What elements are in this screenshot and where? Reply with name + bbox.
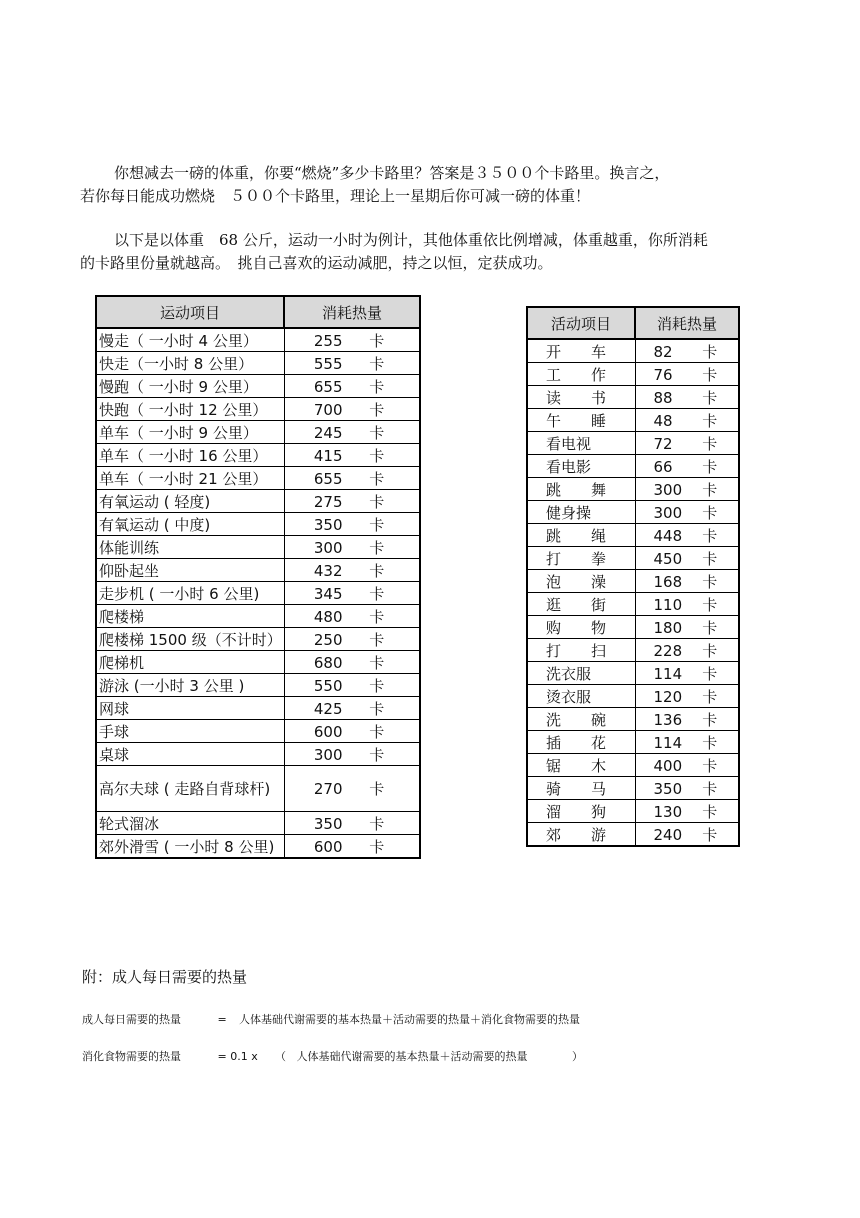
calorie-cell [284, 328, 420, 352]
item-name-cell: 郊 游 [527, 823, 635, 847]
table-row [96, 720, 420, 743]
calorie-value: 136 [653, 710, 683, 729]
calorie-cell [284, 812, 420, 835]
calorie-cell [284, 352, 420, 375]
calorie-unit: 卡 [702, 365, 718, 384]
table-row [527, 731, 739, 754]
calorie-unit: 卡 [702, 411, 718, 430]
item-name-cell: 郊外滑雪 ( 一小时 8 公里) [96, 835, 284, 859]
calorie-value: 550 [313, 676, 343, 695]
calorie-unit: 卡 [369, 446, 385, 465]
calorie-value: 415 [313, 446, 343, 465]
intro-paragraph-1 [80, 162, 760, 208]
item-name-cell: 溜 狗 [527, 800, 635, 823]
calorie-value: 72 [653, 434, 673, 453]
item-name-cell: 仰卧起坐 [96, 559, 284, 582]
calorie-value: 130 [653, 802, 683, 821]
calorie-unit: 卡 [702, 526, 718, 545]
calorie-cell [635, 662, 739, 685]
item-name-cell: 跳 舞 [527, 478, 635, 501]
calorie-cell [635, 432, 739, 455]
column-header: 消耗热量 [635, 307, 739, 339]
item-name-cell: 洗衣服 [527, 662, 635, 685]
table-row [527, 524, 739, 547]
activity-calorie-table [526, 306, 740, 847]
calorie-value: 240 [653, 825, 683, 844]
calorie-value: 680 [313, 653, 343, 672]
calorie-value: 88 [653, 388, 673, 407]
calorie-cell [635, 363, 739, 386]
table-row [96, 536, 420, 559]
item-name-cell: 开 车 [527, 339, 635, 363]
calorie-unit: 卡 [369, 354, 385, 373]
table-row [96, 766, 420, 812]
formula-lhs: 消化食物需要的热量 [82, 1050, 181, 1063]
calorie-value: 300 [653, 480, 683, 499]
item-name-cell: 有氧运动 ( 轻度) [96, 490, 284, 513]
calorie-cell [635, 823, 739, 847]
calorie-value: 168 [653, 572, 683, 591]
calorie-cell [635, 524, 739, 547]
calorie-cell [284, 375, 420, 398]
table-row [96, 674, 420, 697]
calorie-value: 350 [653, 779, 683, 798]
calorie-cell [284, 743, 420, 766]
calorie-unit: 卡 [369, 423, 385, 442]
appendix-title: 附：成人每日需要的热量 [82, 968, 248, 986]
calorie-cell [635, 731, 739, 754]
formula-daily-energy [82, 1011, 580, 1027]
calorie-cell [284, 674, 420, 697]
calorie-unit: 卡 [702, 756, 718, 775]
calorie-value: 655 [313, 469, 343, 488]
calorie-value: 245 [313, 423, 343, 442]
calorie-value: 76 [653, 365, 673, 384]
calorie-value: 114 [653, 664, 683, 683]
calorie-value: 350 [313, 814, 343, 833]
item-name-cell: 洗 碗 [527, 708, 635, 731]
table-row [96, 651, 420, 674]
calorie-unit: 卡 [369, 561, 385, 580]
calorie-cell [635, 386, 739, 409]
table-row [527, 570, 739, 593]
calorie-unit: 卡 [702, 664, 718, 683]
calorie-cell [635, 800, 739, 823]
calorie-cell [284, 513, 420, 536]
calorie-cell [635, 754, 739, 777]
calorie-unit: 卡 [702, 618, 718, 637]
calorie-cell [284, 766, 420, 812]
item-name-cell: 跳 绳 [527, 524, 635, 547]
item-name-cell: 走步机 ( 一小时 6 公里) [96, 582, 284, 605]
table-row [96, 605, 420, 628]
table-header-row [96, 296, 420, 328]
calorie-unit: 卡 [369, 814, 385, 833]
calorie-unit: 卡 [369, 469, 385, 488]
calorie-cell [284, 490, 420, 513]
calorie-value: 120 [653, 687, 683, 706]
calorie-value: 275 [313, 492, 343, 511]
formula-open-paren: （ [275, 1050, 286, 1063]
calorie-cell [284, 605, 420, 628]
table-row [527, 777, 739, 800]
item-name-cell: 锯 木 [527, 754, 635, 777]
table-row [527, 662, 739, 685]
calorie-value: 300 [313, 538, 343, 557]
table-row [96, 352, 420, 375]
item-name-cell: 高尔夫球 ( 走路自背球杆) [96, 766, 284, 812]
item-name-cell: 购 物 [527, 616, 635, 639]
table-row [96, 421, 420, 444]
calorie-unit: 卡 [702, 480, 718, 499]
calorie-cell [635, 616, 739, 639]
table-row [96, 467, 420, 490]
calorie-cell [284, 536, 420, 559]
calorie-cell [284, 398, 420, 421]
calorie-unit: 卡 [702, 549, 718, 568]
calorie-value: 425 [313, 699, 343, 718]
item-name-cell: 快跑（ 一小时 12 公里） [96, 398, 284, 421]
exercise-calorie-table [95, 295, 421, 859]
item-name-cell: 健身操 [527, 501, 635, 524]
calorie-cell [284, 444, 420, 467]
table-header-row [527, 307, 739, 339]
calorie-unit: 卡 [702, 434, 718, 453]
item-name-cell: 网球 [96, 697, 284, 720]
calorie-value: 300 [313, 745, 343, 764]
calorie-value: 300 [653, 503, 683, 522]
calorie-unit: 卡 [702, 388, 718, 407]
item-name-cell: 桌球 [96, 743, 284, 766]
calorie-value: 448 [653, 526, 683, 545]
calorie-value: 110 [653, 595, 683, 614]
calorie-cell [284, 559, 420, 582]
calorie-unit: 卡 [369, 538, 385, 557]
calorie-cell [635, 777, 739, 800]
table-row [527, 685, 739, 708]
calorie-value: 600 [313, 837, 343, 856]
calorie-value: 114 [653, 733, 683, 752]
table-row [527, 339, 739, 363]
table-row [96, 398, 420, 421]
column-header: 活动项目 [527, 307, 635, 339]
calorie-value: 228 [653, 641, 683, 660]
table-row [96, 375, 420, 398]
item-name-cell: 烫衣服 [527, 685, 635, 708]
table-row [527, 547, 739, 570]
calorie-unit: 卡 [702, 710, 718, 729]
item-name-cell: 看电视 [527, 432, 635, 455]
calorie-value: 345 [313, 584, 343, 603]
table-row [96, 490, 420, 513]
item-name-cell: 打 扫 [527, 639, 635, 662]
calorie-unit: 卡 [369, 584, 385, 603]
calorie-cell [635, 570, 739, 593]
calorie-cell [635, 708, 739, 731]
calorie-cell [635, 409, 739, 432]
table-row [527, 593, 739, 616]
calorie-unit: 卡 [702, 342, 718, 361]
column-header: 消耗热量 [284, 296, 420, 328]
item-name-cell: 读 书 [527, 386, 635, 409]
item-name-cell: 看电影 [527, 455, 635, 478]
calorie-value: 255 [313, 331, 343, 350]
calorie-cell [284, 697, 420, 720]
calorie-cell [284, 421, 420, 444]
item-name-cell: 轮式溜冰 [96, 812, 284, 835]
formula-lhs: 成人每日需要的热量 [82, 1013, 181, 1026]
table-row [527, 616, 739, 639]
calorie-value: 480 [313, 607, 343, 626]
calorie-unit: 卡 [369, 745, 385, 764]
calorie-value: 48 [653, 411, 673, 430]
calorie-unit: 卡 [702, 802, 718, 821]
table-row [96, 582, 420, 605]
item-name-cell: 工 作 [527, 363, 635, 386]
calorie-unit: 卡 [702, 572, 718, 591]
table-row [527, 501, 739, 524]
item-name-cell: 游泳 (一小时 3 公里 ) [96, 674, 284, 697]
item-name-cell: 体能训练 [96, 536, 284, 559]
calorie-unit: 卡 [369, 699, 385, 718]
item-name-cell: 骑 马 [527, 777, 635, 800]
formula-equals: = 0.1 x [217, 1050, 258, 1063]
item-name-cell: 爬楼梯 1500 级（不计时） [96, 628, 284, 651]
calorie-value: 450 [653, 549, 683, 568]
calorie-value: 700 [313, 400, 343, 419]
calorie-value: 270 [313, 780, 343, 798]
calorie-cell [284, 628, 420, 651]
calorie-cell [284, 651, 420, 674]
intro-line: 若你每日能成功燃烧 ５００个卡路里，理论上一星期后你可减一磅的体重！ [80, 187, 591, 205]
table-row [96, 444, 420, 467]
formula-digestion-energy [82, 1048, 583, 1064]
calorie-value: 600 [313, 722, 343, 741]
calorie-unit: 卡 [369, 515, 385, 534]
calorie-cell [284, 467, 420, 490]
calorie-unit: 卡 [702, 825, 718, 844]
formula-close-paren: ） [572, 1050, 583, 1063]
table-row [96, 328, 420, 352]
calorie-cell [635, 639, 739, 662]
calorie-unit: 卡 [369, 331, 385, 350]
calorie-unit: 卡 [369, 676, 385, 695]
calorie-cell [284, 720, 420, 743]
table-row [527, 409, 739, 432]
calorie-cell [284, 835, 420, 859]
item-name-cell: 慢跑（ 一小时 9 公里） [96, 375, 284, 398]
calorie-unit: 卡 [369, 630, 385, 649]
calorie-unit: 卡 [369, 492, 385, 511]
calorie-value: 82 [653, 342, 673, 361]
calorie-unit: 卡 [702, 503, 718, 522]
calorie-unit: 卡 [369, 722, 385, 741]
table-row [96, 835, 420, 859]
calorie-value: 66 [653, 457, 673, 476]
item-name-cell: 爬楼梯 [96, 605, 284, 628]
table-row [96, 559, 420, 582]
table-row [527, 823, 739, 847]
table-row [527, 455, 739, 478]
column-header: 运动项目 [96, 296, 284, 328]
table-row [96, 812, 420, 835]
table-row [527, 708, 739, 731]
table-row [527, 754, 739, 777]
table-row [527, 386, 739, 409]
item-name-cell: 有氧运动 ( 中度) [96, 513, 284, 536]
item-name-cell: 插 花 [527, 731, 635, 754]
calorie-unit: 卡 [369, 653, 385, 672]
calorie-cell [635, 547, 739, 570]
table-row [96, 513, 420, 536]
table-row [527, 432, 739, 455]
table-row [527, 363, 739, 386]
calorie-cell [635, 685, 739, 708]
calorie-unit: 卡 [369, 377, 385, 396]
calorie-cell [635, 593, 739, 616]
calorie-unit: 卡 [702, 779, 718, 798]
item-name-cell: 泡 澡 [527, 570, 635, 593]
table-row [96, 697, 420, 720]
calorie-cell [635, 501, 739, 524]
table-row [527, 639, 739, 662]
calorie-cell [635, 478, 739, 501]
calorie-value: 350 [313, 515, 343, 534]
item-name-cell: 单车（ 一小时 21 公里） [96, 467, 284, 490]
calorie-unit: 卡 [702, 687, 718, 706]
formula-rhs: 人体基础代谢需要的基本热量＋活动需要的热量＋消化食物需要的热量 [239, 1013, 580, 1026]
calorie-unit: 卡 [369, 607, 385, 626]
item-name-cell: 打 拳 [527, 547, 635, 570]
calorie-cell [284, 582, 420, 605]
item-name-cell: 午 睡 [527, 409, 635, 432]
item-name-cell: 单车（ 一小时 9 公里） [96, 421, 284, 444]
calorie-unit: 卡 [702, 641, 718, 660]
calorie-unit: 卡 [702, 457, 718, 476]
calorie-value: 655 [313, 377, 343, 396]
calorie-unit: 卡 [702, 733, 718, 752]
calorie-value: 250 [313, 630, 343, 649]
table-row [527, 478, 739, 501]
intro-paragraph-2 [80, 229, 760, 275]
table-row [527, 800, 739, 823]
table-row [96, 628, 420, 651]
calorie-unit: 卡 [369, 400, 385, 419]
calorie-cell [635, 455, 739, 478]
item-name-cell: 单车（ 一小时 16 公里） [96, 444, 284, 467]
item-name-cell: 快走（一小时 8 公里） [96, 352, 284, 375]
calorie-value: 180 [653, 618, 683, 637]
intro-line: 以下是以体重 68 公斤，运动一小时为例计，其他体重依比例增减，体重越重，你所消耗 [114, 231, 708, 249]
formula-rhs: 人体基础代谢需要的基本热量＋活动需要的热量 [296, 1050, 528, 1063]
intro-line: 你想减去一磅的体重，你要“燃烧”多少卡路里？答案是３５００个卡路里。换言之， [114, 164, 670, 182]
item-name-cell: 逛 街 [527, 593, 635, 616]
calorie-unit: 卡 [369, 837, 385, 856]
calorie-value: 555 [313, 354, 343, 373]
formula-equals: = [217, 1013, 227, 1026]
item-name-cell: 手球 [96, 720, 284, 743]
item-name-cell: 爬梯机 [96, 651, 284, 674]
calorie-unit: 卡 [702, 595, 718, 614]
table-row [96, 743, 420, 766]
calorie-unit: 卡 [369, 780, 385, 798]
item-name-cell: 慢走（ 一小时 4 公里） [96, 328, 284, 352]
calorie-cell [635, 339, 739, 363]
calorie-value: 400 [653, 756, 683, 775]
intro-line: 的卡路里份量就越高。 挑自己喜欢的运动减肥，持之以恒，定获成功。 [80, 254, 553, 272]
calorie-value: 432 [313, 561, 343, 580]
